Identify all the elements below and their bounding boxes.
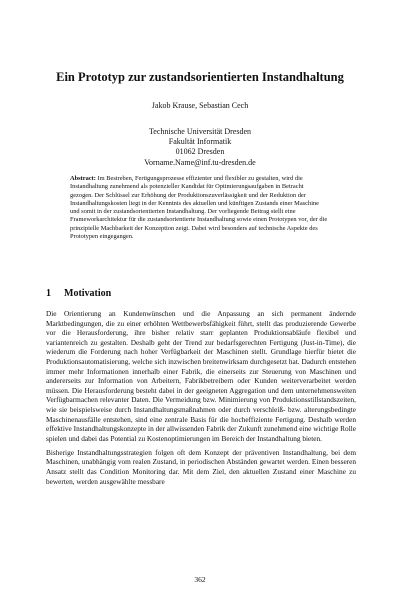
abstract [70, 175, 328, 241]
section-heading [46, 288, 356, 300]
section-number: 1 [46, 288, 51, 300]
body-paragraph: Bisherige Instandhaltungsstrategien folgen oft dem Konzept der präventiven Instandhaltung, bei dem Maschinen, unabhängig vom realen Zustand, in periodischen Abständen gewartet werden. Einen besseren Ansatz stellt das Condition Monitoring dar. Mit dem Ziel, den aktuellen Zustand einer Maschine zu bewerten, werden ausgewählte messbare [46, 447, 356, 486]
affiliation-university: Technische Universität Dresden [148, 127, 252, 136]
affiliation-email: Vorname.Name@inf.tu-dresden.de [144, 157, 256, 167]
abstract-text: Im Bestreben, Fertigungsprozesse effizienter und flexibler zu gestalten, wird die Instandhaltung zunehmend als potenzieller Kandidat für Optimierungsaufgaben in Betracht gezogen. Der Schlüssel zur Erhöhung der Produktionszuverlässigkeit und der Reduktion der Instandhaltungskosten liegt in der Kenntnis des aktuellen und künftigen Zustands einer Maschine und somit in der zustandsorientierten Instandhaltung. Der vorliegende Beitrag stellt eine Frameworkarchitektur für die zustandsorientierte Instandhaltung sowie einen Prototypen vor, der die prinzipielle Machbarkeit der Konzeption zeigt. Dabei wird besonders auf technische Aspekte des Prototypen eingegangen. [70, 175, 328, 241]
affiliation-faculty: Fakultät Informatik [168, 137, 232, 147]
affiliation-city: 01062 Dresden [175, 147, 225, 157]
abstract-label: Abstract: [70, 175, 96, 182]
affiliation-block [0, 127, 400, 168]
body-paragraph: Die Orientierung an Kundenwünschen und die Anpassung an sich permanent ändernde Marktbedingungen, die zu einer erhöhten Wettbewerbsfähigkeit führt, stellt das produzierende Gewerbe vor die Herausforderung, ihre bisher relativ starr geplanten Produktionsabläufe flexibel und variantenreich zu gestalten. Deshalb geht der Trend zur bedarfsgerechten Fertigung (Just-in-Time), die wiederum die Forderung nach hoher Verfügbarkeit der Maschinen stellt. Grundlage hierfür bietet die Produktionsautomatisierung, welche sich inzwischen breitenwirksam durchgesetzt hat. Dadurch entstehen immer mehr Informationen innerhalb einer Fabrik, die einerseits zur Steuerung von Maschinen und andererseits zur Information von Arbeitern, Fabrikbetreibern oder Kunden weiterverarbeitet werden müssen. Die Herausforderung besteht dabei in der geeigneten Aggregation und dem unternehmensweiten Verfügbarmachen relevanter Daten. Die Vermeidung bzw. Minimierung von Produktionsstillstandszeiten, wie sie beispielsweise durch Instandhaltungsmaßnahmen oder durch verschleiß- bzw. alterungsbedingte Maschinenausfälle entstehen, sind eine zentrale Basis für die hocheffiziente Fertigung. Deshalb werden effektive Instandhaltungskonzepte in der allwissenden Fabrik der Zukunft zunehmend eine wichtige Rolle spielen und dabei das Potential zu Kostenoptimierungen im Bereich der Instandhaltung bieten. [46, 309, 356, 443]
body-text [46, 309, 356, 491]
section-title: Motivation [64, 288, 112, 300]
author-list: Jakob Krause, Sebastian Cech [151, 101, 249, 110]
paper-title: Ein Prototyp zur zustandsorientierten Instandhaltung [56, 70, 344, 84]
page-number: 362 [194, 575, 206, 584]
